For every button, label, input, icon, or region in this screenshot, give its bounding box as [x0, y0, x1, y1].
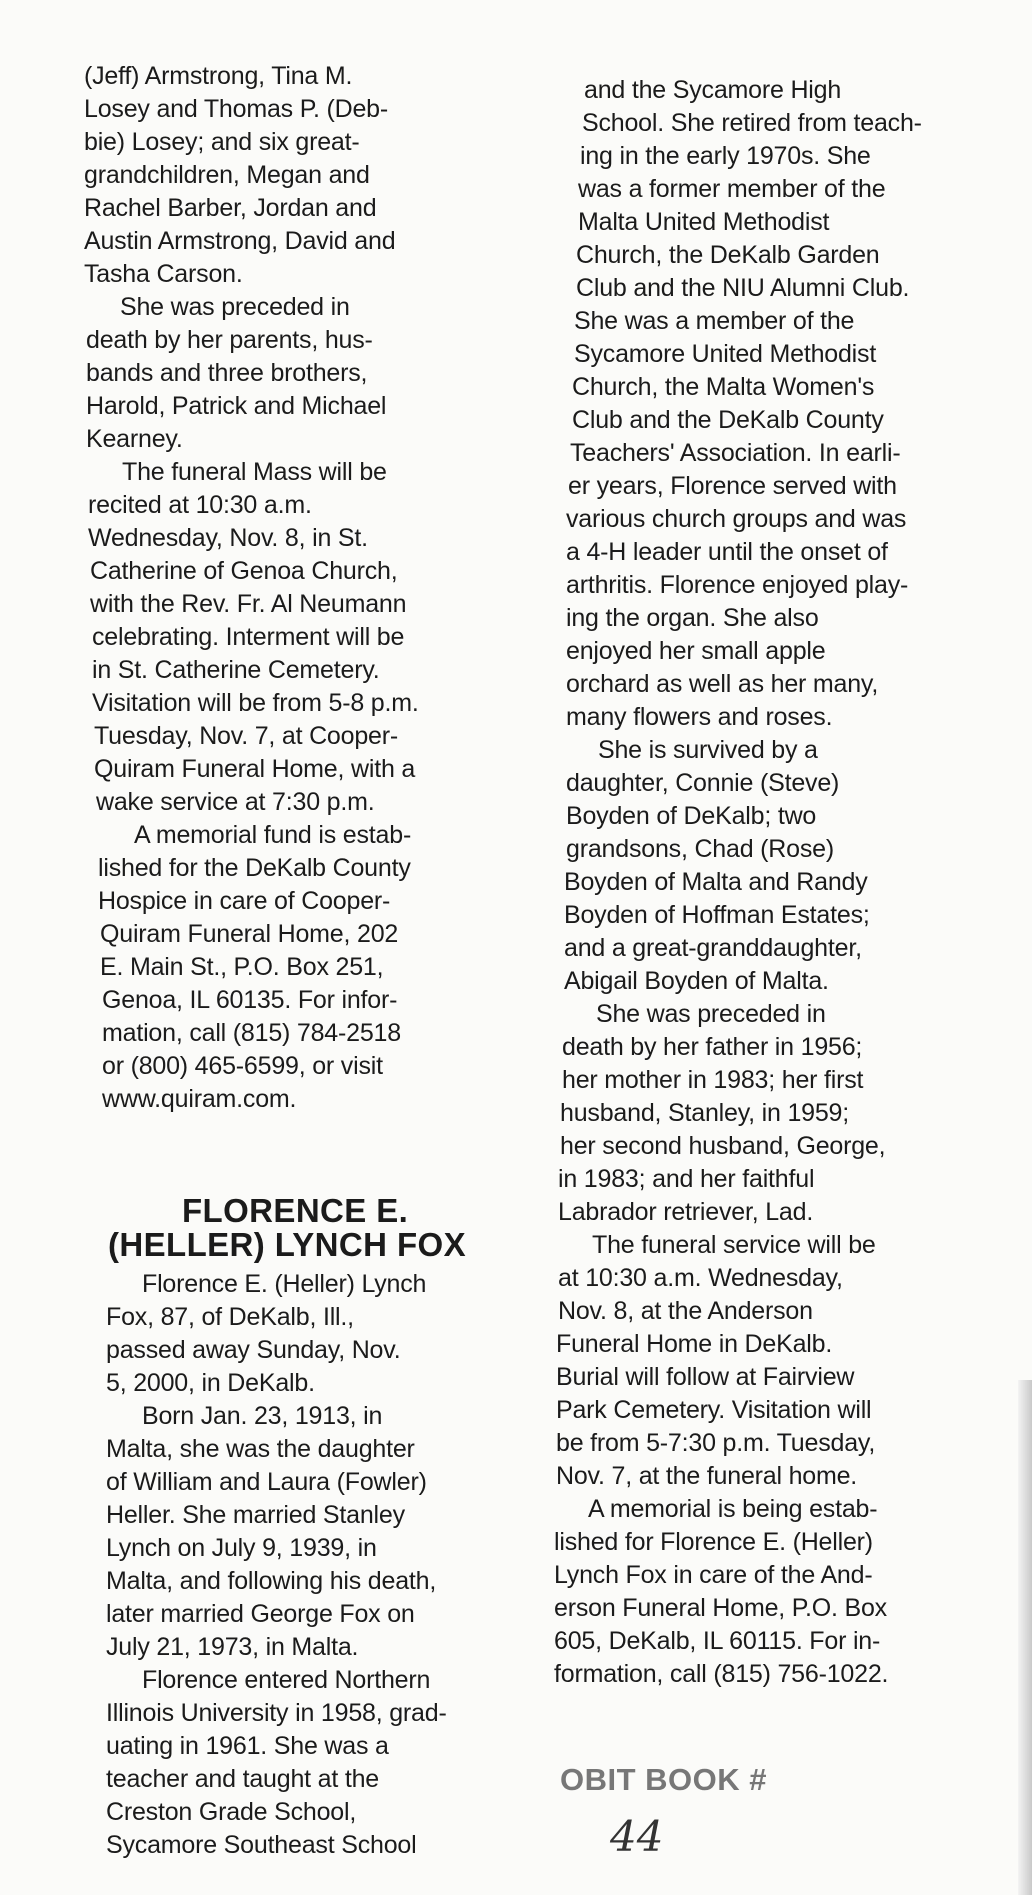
text-line: bie) Losey; and six great- [84, 128, 360, 156]
text-line: Heller. She married Stanley [106, 1501, 405, 1529]
text-line: celebrating. Interment will be [92, 623, 405, 651]
text-line: Illinois University in 1958, grad- [106, 1699, 447, 1727]
text-line: Nov. 7, at the funeral home. [556, 1462, 858, 1490]
text-line: ing the organ. She also [566, 604, 819, 632]
text-line: husband, Stanley, in 1959; [560, 1099, 850, 1127]
text-line: Wednesday, Nov. 8, in St. [88, 524, 368, 552]
text-line: Sycamore United Methodist [574, 340, 877, 368]
text-line: erson Funeral Home, P.O. Box [554, 1594, 887, 1622]
text-line: Lynch on July 9, 1939, in [106, 1534, 377, 1562]
text-line: in 1983; and her faithful [558, 1165, 815, 1193]
text-line: death by her parents, hus- [86, 326, 373, 354]
text-line: Church, the DeKalb Garden [576, 241, 880, 269]
text-line: Malta United Methodist [578, 208, 830, 236]
obit-book-stamp: OBIT BOOK # [560, 1762, 768, 1797]
text-line: passed away Sunday, Nov. [106, 1336, 401, 1364]
text-line: er years, Florence served with [568, 472, 897, 500]
text-line: Malta, she was the daughter [106, 1435, 415, 1463]
text-line: in St. Catherine Cemetery. [92, 656, 380, 684]
text-line: 5, 2000, in DeKalb. [106, 1369, 315, 1397]
text-line: Genoa, IL 60135. For infor- [102, 986, 398, 1014]
text-line: enjoyed her small apple [566, 637, 826, 665]
text-line: Florence entered Northern [142, 1666, 431, 1694]
text-line: Church, the Malta Women's [572, 373, 875, 401]
text-line: A memorial is being estab- [588, 1495, 878, 1523]
text-line: The funeral Mass will be [122, 458, 387, 486]
text-line: orchard as well as her many, [566, 670, 879, 698]
text-line: Boyden of Hoffman Estates; [564, 901, 870, 929]
text-line: A memorial fund is estab- [134, 821, 412, 849]
text-line: Nov. 8, at the Anderson [558, 1297, 813, 1325]
text-line: be from 5-7:30 p.m. Tuesday, [556, 1429, 876, 1457]
text-line: Tuesday, Nov. 7, at Cooper- [94, 722, 398, 750]
text-line: lished for Florence E. (Heller) [554, 1528, 873, 1556]
text-line: Club and the DeKalb County [572, 406, 884, 434]
text-line: grandchildren, Megan and [84, 161, 370, 189]
text-line: of William and Laura (Fowler) [106, 1468, 427, 1496]
text-line: She was preceded in [120, 293, 350, 321]
text-line: Florence E. (Heller) Lynch [142, 1270, 427, 1298]
text-line: teacher and taught at the [106, 1765, 379, 1793]
text-line: She is survived by a [598, 736, 818, 764]
text-line: Kearney. [86, 425, 183, 453]
text-line: her mother in 1983; her first [562, 1066, 864, 1094]
text-line: her second husband, George, [560, 1132, 886, 1160]
text-line: Catherine of Genoa Church, [90, 557, 398, 585]
scan-edge-shadow [1018, 1380, 1032, 1895]
text-line: School. She retired from teach- [582, 109, 922, 137]
text-line: ing in the early 1970s. She [580, 142, 871, 170]
text-line: daughter, Connie (Steve) [566, 769, 840, 797]
text-line: mation, call (815) 784-2518 [102, 1019, 401, 1047]
text-line: lished for the DeKalb County [98, 854, 411, 882]
handwritten-book-number: 44 [610, 1812, 664, 1861]
text-line: and a great-granddaughter, [564, 934, 862, 962]
text-line: was a former member of the [578, 175, 886, 203]
text-line: July 21, 1973, in Malta. [106, 1633, 359, 1661]
text-line: Tasha Carson. [84, 260, 243, 288]
text-line: Fox, 87, of DeKalb, Ill., [106, 1303, 354, 1331]
text-line: (Jeff) Armstrong, Tina M. [84, 62, 353, 90]
text-line: Labrador retriever, Lad. [558, 1198, 814, 1226]
text-line: Funeral Home in DeKalb. [556, 1330, 833, 1358]
text-line: uating in 1961. She was a [106, 1732, 389, 1760]
text-line: bands and three brothers, [86, 359, 368, 387]
text-line: Creston Grade School, [106, 1798, 357, 1826]
text-line: Malta, and following his death, [106, 1567, 437, 1595]
text-line: www.quiram.com. [102, 1085, 297, 1113]
text-line: The funeral service will be [592, 1231, 876, 1259]
text-line: She was preceded in [596, 1000, 826, 1028]
text-line: many flowers and roses. [566, 703, 833, 731]
obituary-heading-line-2: (HELLER) LYNCH FOX [108, 1226, 466, 1263]
text-line: death by her father in 1956; [562, 1033, 863, 1061]
text-line: Quiram Funeral Home, 202 [100, 920, 399, 948]
text-line: Burial will follow at Fairview [556, 1363, 855, 1391]
text-line: Park Cemetery. Visitation will [556, 1396, 872, 1424]
text-line: a 4-H leader until the onset of [566, 538, 888, 566]
text-line: 605, DeKalb, IL 60115. For in- [554, 1627, 881, 1655]
text-line: at 10:30 a.m. Wednesday, [558, 1264, 843, 1292]
text-line: She was a member of the [574, 307, 855, 335]
obituary-heading-line-1: FLORENCE E. [182, 1192, 409, 1229]
text-line: Visitation will be from 5-8 p.m. [92, 689, 419, 717]
text-line: Austin Armstrong, David and [84, 227, 396, 255]
text-line: Teachers' Association. In earli- [570, 439, 901, 467]
text-line: or (800) 465-6599, or visit [102, 1052, 383, 1080]
text-line: Rachel Barber, Jordan and [84, 194, 377, 222]
text-line: Sycamore Southeast School [106, 1831, 417, 1859]
text-line: Born Jan. 23, 1913, in [142, 1402, 383, 1430]
text-line: Lynch Fox in care of the And- [554, 1561, 873, 1589]
text-line: Abigail Boyden of Malta. [564, 967, 829, 995]
text-line: grandsons, Chad (Rose) [566, 835, 834, 863]
text-line: formation, call (815) 756-1022. [554, 1660, 889, 1688]
text-line: and the Sycamore High [584, 76, 842, 104]
text-line: Hospice in care of Cooper- [98, 887, 391, 915]
text-line: arthritis. Florence enjoyed play- [566, 571, 909, 599]
text-line: Club and the NIU Alumni Club. [576, 274, 910, 302]
text-line: E. Main St., P.O. Box 251, [100, 953, 384, 981]
text-line: recited at 10:30 a.m. [88, 491, 312, 519]
text-line: later married George Fox on [106, 1600, 415, 1628]
text-line: Boyden of DeKalb; two [566, 802, 817, 830]
text-line: Harold, Patrick and Michael [86, 392, 387, 420]
text-line: Boyden of Malta and Randy [564, 868, 868, 896]
text-line: Quiram Funeral Home, with a [94, 755, 416, 783]
text-line: wake service at 7:30 p.m. [96, 788, 375, 816]
text-line: Losey and Thomas P. (Deb- [84, 95, 388, 123]
text-line: various church groups and was [566, 505, 907, 533]
text-line: with the Rev. Fr. Al Neumann [90, 590, 407, 618]
